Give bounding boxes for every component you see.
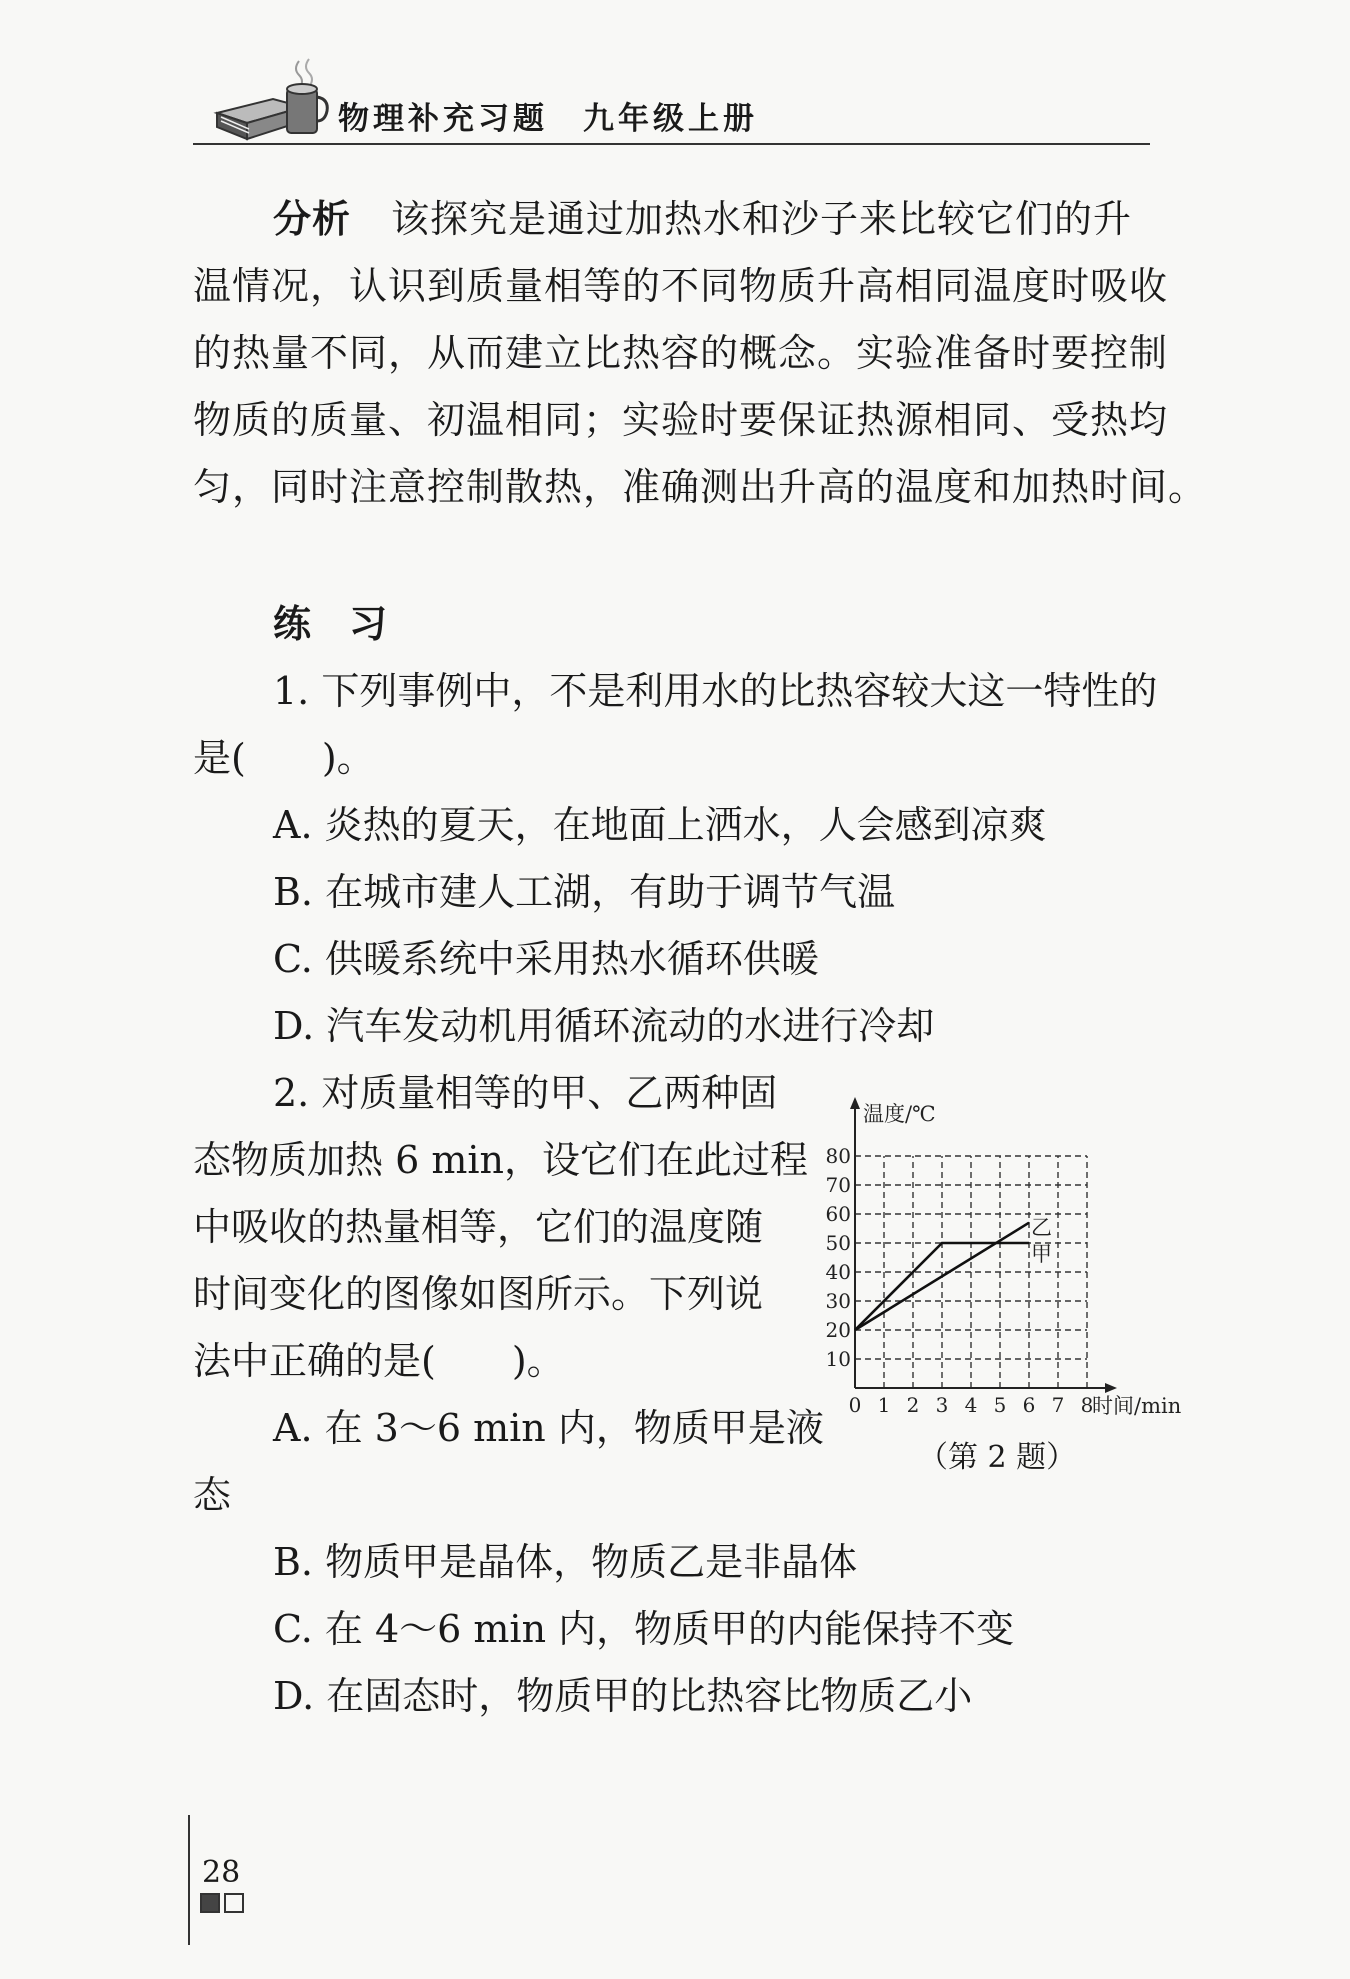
page-marker <box>200 1893 248 1913</box>
analysis-line-4: 物质的质量、初温相同；实验时要保证热源相同、受热均 <box>193 398 1169 442</box>
header-title: 物理补充习题 九年级上册 <box>338 101 758 137</box>
y-tick-label: 40 <box>825 1260 851 1284</box>
x-tick-label: 1 <box>877 1393 891 1417</box>
y-tick-label: 30 <box>825 1289 851 1313</box>
y-tick-label: 80 <box>825 1144 851 1168</box>
x-tick-label: 7 <box>1051 1393 1065 1417</box>
y-tick-label: 50 <box>825 1231 851 1255</box>
q2-option-a-cont: 态 <box>193 1473 232 1517</box>
y-tick-label: 60 <box>825 1202 851 1226</box>
x-axis-label: 时间/min <box>1092 1394 1182 1418</box>
page-header <box>193 55 1150 145</box>
y-axis-label: 温度/℃ <box>863 1102 936 1126</box>
figure-caption: （第 2 题） <box>918 1440 1077 1475</box>
q2-option-b: B. 物质甲是晶体，物质乙是非晶体 <box>273 1540 858 1584</box>
x-tick-label: 0 <box>848 1393 862 1417</box>
x-tick-label: 2 <box>906 1393 920 1417</box>
x-tick-label: 5 <box>993 1393 1007 1417</box>
q1-line-1: 1. 下列事例中，不是利用水的比热容较大这一特性的 <box>273 669 1158 713</box>
series-label: 乙 <box>1031 1215 1052 1240</box>
exercise-heading: 练 习 <box>273 602 388 646</box>
x-tick-label: 3 <box>935 1393 949 1417</box>
analysis-line-1 <box>273 197 1133 241</box>
y-axis-arrow <box>850 1097 860 1109</box>
chart-axes <box>850 1097 1117 1393</box>
chart-grid <box>855 1156 1087 1388</box>
page-number: 28 <box>202 1855 241 1890</box>
marker-square-empty <box>224 1893 244 1913</box>
analysis-label: 分析 <box>273 197 352 241</box>
analysis-line-3: 的热量不同，从而建立比热容的概念。实验准备时要控制 <box>193 331 1169 375</box>
series-label: 甲 <box>1031 1242 1052 1266</box>
q2-option-c: C. 在 4～6 min 内，物质甲的内能保持不变 <box>273 1607 1015 1651</box>
x-axis-arrow <box>1105 1383 1117 1393</box>
x-tick-label: 4 <box>964 1393 978 1417</box>
q1-option-d: D. 汽车发动机用循环流动的水进行冷却 <box>273 1004 935 1048</box>
book-and-mug-icon <box>213 55 333 141</box>
x-tick-label: 6 <box>1022 1393 1036 1417</box>
analysis-line-5: 匀，同时注意控制散热，准确测出升高的温度和加热时间。 <box>193 465 1208 509</box>
header-rule <box>193 143 1150 145</box>
y-tick-label: 70 <box>825 1173 851 1197</box>
q1-line-2: 是( )。 <box>193 736 375 780</box>
q2-option-d: D. 在固态时，物质甲的比热容比物质乙小 <box>273 1674 973 1718</box>
q2-line-2: 态物质加热 6 min，设它们在此过程 <box>193 1138 808 1182</box>
temperature-time-chart <box>815 1095 1200 1475</box>
q2-line-5: 法中正确的是( )。 <box>193 1339 565 1383</box>
q1-option-a: A. 炎热的夏天，在地面上洒水，人会感到凉爽 <box>273 803 1047 847</box>
y-tick-label: 20 <box>825 1318 851 1342</box>
x-tick-label: 8 <box>1080 1393 1094 1417</box>
q2-option-a: A. 在 3～6 min 内，物质甲是液 <box>273 1406 824 1450</box>
q1-option-b: B. 在城市建人工湖，有助于调节气温 <box>273 870 896 914</box>
q2-line-1: 2. 对质量相等的甲、乙两种固 <box>273 1071 778 1115</box>
analysis-line-2: 温情况，认识到质量相等的不同物质升高相同温度时吸收 <box>193 264 1169 308</box>
q1-option-c: C. 供暖系统中采用热水循环供暖 <box>273 937 819 981</box>
analysis-text: 该探究是通过加热水和沙子来比较它们的升 <box>391 197 1133 241</box>
marker-square-filled <box>200 1893 220 1913</box>
y-tick-label: 10 <box>825 1347 851 1371</box>
q2-line-4: 时间变化的图像如图所示。下列说 <box>193 1272 764 1316</box>
q2-line-3: 中吸收的热量相等，它们的温度随 <box>193 1205 764 1249</box>
page-number-bar <box>188 1815 190 1945</box>
